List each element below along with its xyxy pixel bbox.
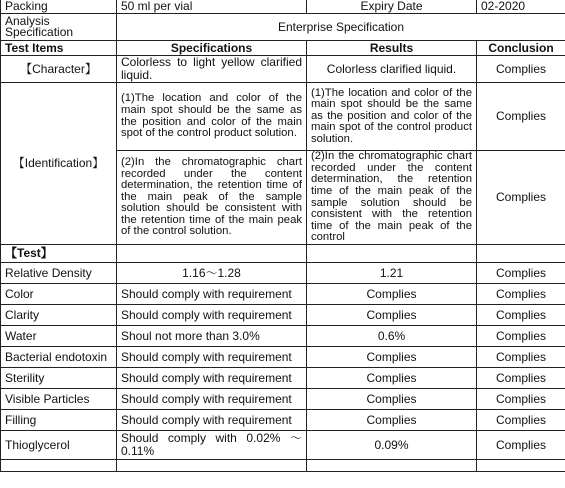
test-conclusion: Complies — [477, 284, 565, 305]
trailing-cell-2 — [117, 460, 307, 472]
test-section-empty-result — [307, 245, 477, 263]
test-conclusion: Complies — [477, 326, 565, 347]
character-item: 【Character】 — [1, 56, 117, 83]
test-spec: Should comply with requirement — [117, 284, 307, 305]
identification-conclusion-1: Complies — [477, 83, 565, 151]
test-result: Complies — [307, 284, 477, 305]
packing-row — [1, 0, 565, 14]
test-result: 0.09% — [307, 431, 477, 460]
packing-label: Packing — [1, 0, 117, 14]
analysis-value: Enterprise Specification — [117, 14, 565, 41]
expiry-label: Expiry Date — [307, 0, 477, 14]
col-header-test-items: Test Items — [1, 41, 117, 56]
test-conclusion: Complies — [477, 263, 565, 284]
analysis-row — [1, 14, 565, 41]
test-row-thioglycerol — [1, 431, 565, 460]
test-row-sterility — [1, 368, 565, 389]
test-result: 0.6% — [307, 326, 477, 347]
test-result: Complies — [307, 410, 477, 431]
test-row-color — [1, 284, 565, 305]
test-item: Relative Density — [1, 263, 117, 284]
identification-conclusion-2: Complies — [477, 151, 565, 245]
test-row-water — [1, 326, 565, 347]
test-section-row — [1, 245, 565, 263]
test-item: Bacterial endotoxin — [1, 347, 117, 368]
trailing-row — [1, 460, 565, 472]
test-row-clarity — [1, 305, 565, 326]
identification-spec-2: (2)In the chromatographic chart recorded under the content determination, the retention time of the main peak of the sample solution should be consistent with the retention time of the main peak of the control solution. — [117, 151, 307, 245]
test-item: Clarity — [1, 305, 117, 326]
trailing-cell-1 — [1, 460, 117, 472]
test-result: 1.21 — [307, 263, 477, 284]
character-row — [1, 56, 565, 83]
test-result: Complies — [307, 347, 477, 368]
test-row-bacterial-endotoxin — [1, 347, 565, 368]
test-conclusion: Complies — [477, 410, 565, 431]
col-header-conclusion: Conclusion — [477, 41, 565, 56]
test-row-filling — [1, 410, 565, 431]
identification-item: 【Identification】 — [1, 83, 117, 245]
test-spec: Shoul not more than 3.0% — [117, 326, 307, 347]
test-spec: Should comply with requirement — [117, 368, 307, 389]
test-conclusion: Complies — [477, 305, 565, 326]
test-result: Complies — [307, 389, 477, 410]
test-conclusion: Complies — [477, 431, 565, 460]
test-row-relative-density — [1, 263, 565, 284]
identification-result-2: (2)In the chromatographic chart recorded under the content determination, the retention time of the main peak of the sample solution should be consistent with the retention time of the main peak of the control — [307, 151, 477, 245]
test-spec: Should comply with 0.02% ～ 0.11% — [117, 431, 307, 460]
test-section-empty-spec — [117, 245, 307, 263]
test-result: Complies — [307, 368, 477, 389]
column-header-row — [1, 41, 565, 56]
test-section-empty-conclusion — [477, 245, 565, 263]
character-conclusion: Complies — [477, 56, 565, 83]
identification-row-1 — [1, 83, 565, 151]
test-item: Sterility — [1, 368, 117, 389]
test-spec: Should comply with requirement — [117, 347, 307, 368]
test-item: Color — [1, 284, 117, 305]
test-spec: Should comply with requirement — [117, 389, 307, 410]
test-conclusion: Complies — [477, 347, 565, 368]
trailing-cell-3 — [307, 460, 477, 472]
test-result: Complies — [307, 305, 477, 326]
test-row-visible-particles — [1, 389, 565, 410]
trailing-cell-4 — [477, 460, 565, 472]
identification-spec-1: (1)The location and color of the main spot should be the same as the position and color of the main spot of the control product solution. — [117, 83, 307, 151]
test-spec: Should comply with requirement — [117, 410, 307, 431]
expiry-value: 02-2020 — [477, 0, 565, 14]
test-conclusion: Complies — [477, 368, 565, 389]
analysis-label: Analysis Specification — [1, 14, 117, 41]
character-spec: Colorless to light yellow clarified liquid. — [117, 56, 307, 83]
test-section-label: 【Test】 — [1, 245, 117, 263]
packing-value: 50 ml per vial — [117, 0, 307, 14]
col-header-specifications: Specifications — [117, 41, 307, 56]
test-spec: 1.16～1.28 — [117, 263, 307, 284]
identification-result-1: (1)The location and color of the main spot should be the same as the position and color of the main spot of the control product solution. — [307, 83, 477, 151]
test-conclusion: Complies — [477, 389, 565, 410]
test-item: Visible Particles — [1, 389, 117, 410]
test-spec: Should comply with requirement — [117, 305, 307, 326]
col-header-results: Results — [307, 41, 477, 56]
test-item: Filling — [1, 410, 117, 431]
test-item: Thioglycerol — [1, 431, 117, 460]
character-result: Colorless clarified liquid. — [307, 56, 477, 83]
test-item: Water — [1, 326, 117, 347]
